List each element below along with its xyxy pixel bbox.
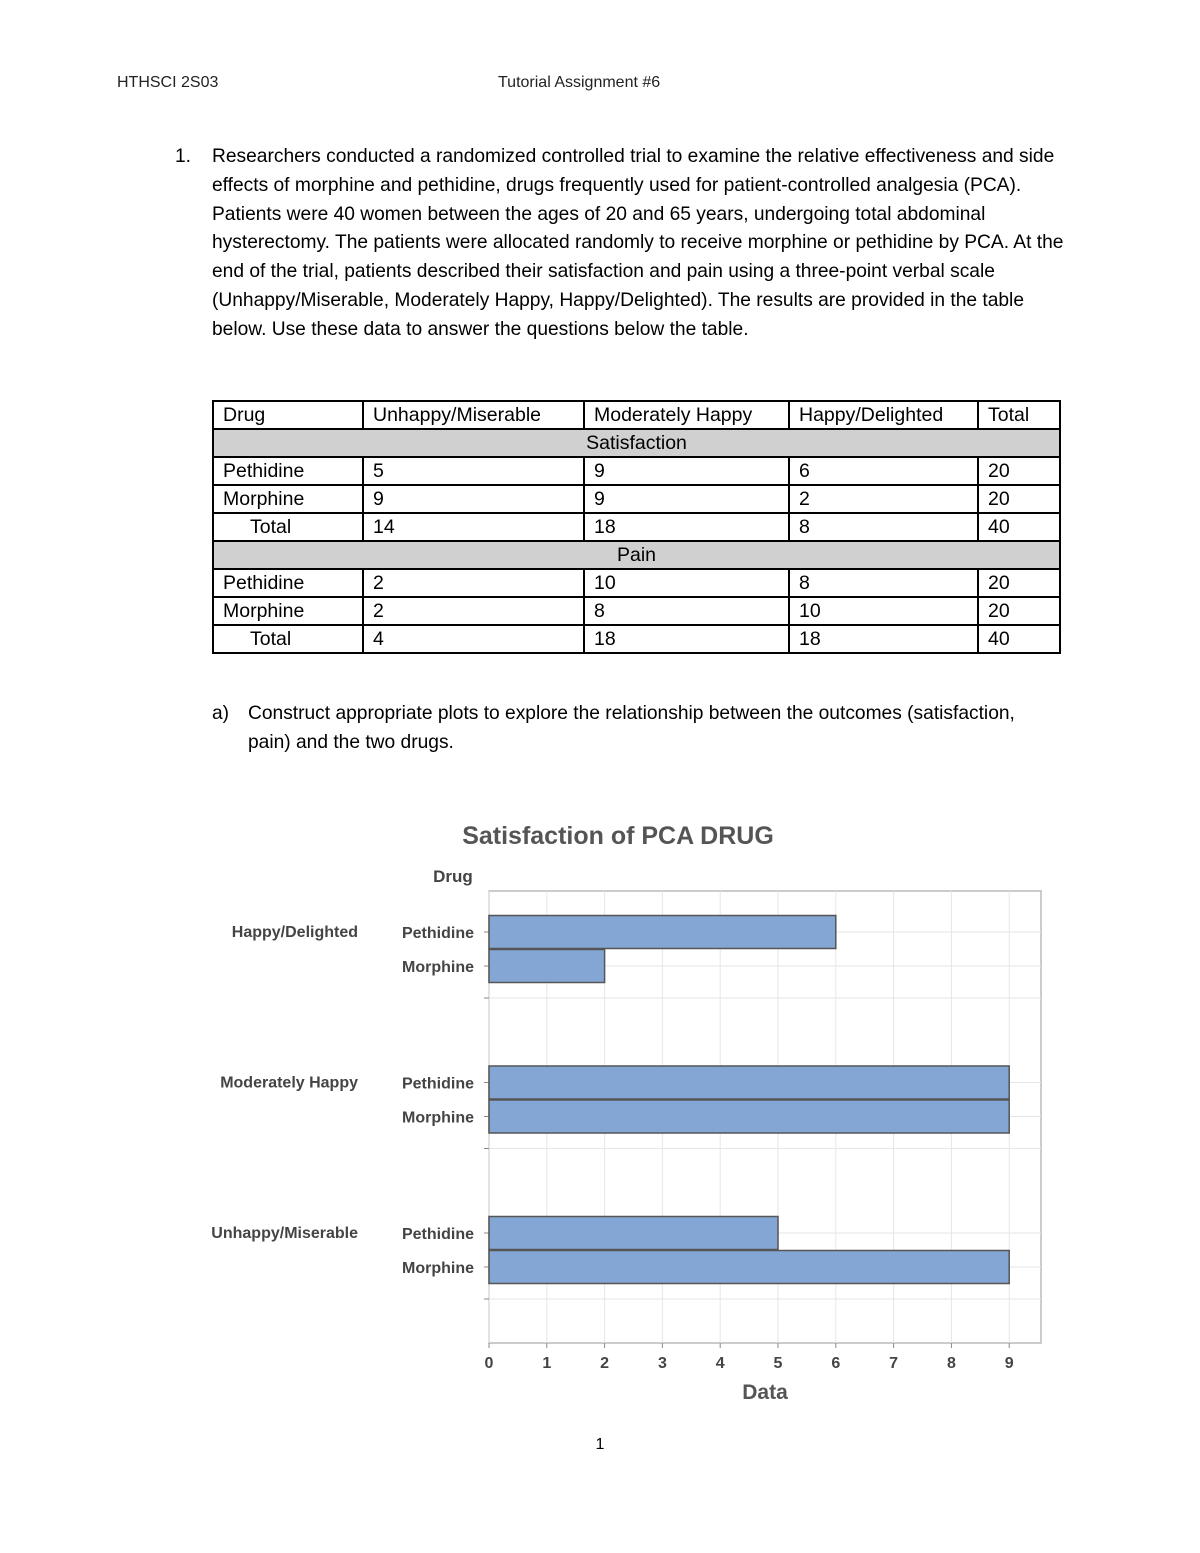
table-cell: 8 xyxy=(789,513,978,541)
table-cell: 8 xyxy=(789,569,978,597)
table-header-row xyxy=(213,401,1060,429)
x-tick-label: 6 xyxy=(831,1355,841,1372)
row-label: Morphine xyxy=(213,597,363,625)
row-label: Pethidine xyxy=(213,457,363,485)
table-cell: 40 xyxy=(978,625,1060,653)
table-cell: 9 xyxy=(584,485,789,513)
column-header: Moderately Happy xyxy=(584,401,789,429)
table-cell: 20 xyxy=(978,569,1060,597)
column-header: Total xyxy=(978,401,1060,429)
bar-pethidine xyxy=(489,916,836,949)
table-row xyxy=(213,597,1060,625)
chart-title: Satisfaction of PCA DRUG xyxy=(462,822,774,850)
header-course: HTHSCI 2S03 xyxy=(117,74,219,91)
x-tick-label: 8 xyxy=(946,1355,956,1372)
table-cell: 8 xyxy=(584,597,789,625)
y-axis-title: Drug xyxy=(433,867,473,886)
table-row xyxy=(213,457,1060,485)
results-table xyxy=(212,400,1061,654)
section-row xyxy=(213,541,1060,569)
table-cell: 2 xyxy=(363,569,584,597)
x-tick-label: 5 xyxy=(773,1355,783,1372)
table-cell: 2 xyxy=(363,597,584,625)
subquestion-label: a) xyxy=(212,703,230,724)
column-header: Drug xyxy=(213,401,363,429)
x-tick-label: 1 xyxy=(542,1355,552,1372)
category-label: Pethidine xyxy=(401,1226,474,1243)
bar-morphine xyxy=(489,950,605,983)
table-row xyxy=(213,569,1060,597)
table-cell: 5 xyxy=(363,457,584,485)
table-cell: 4 xyxy=(363,625,584,653)
x-tick-label: 7 xyxy=(889,1355,899,1372)
table-cell: 9 xyxy=(363,485,584,513)
category-label: Pethidine xyxy=(401,1075,474,1093)
row-label: Total xyxy=(213,625,363,653)
header-title: Tutorial Assignment #6 xyxy=(498,74,661,91)
bar-pethidine xyxy=(489,1066,1009,1099)
row-label: Pethidine xyxy=(213,569,363,597)
x-tick-label: 0 xyxy=(484,1355,494,1372)
x-tick-label: 9 xyxy=(1004,1355,1014,1372)
table-cell: 18 xyxy=(584,625,789,653)
page-number: 1 xyxy=(595,1436,605,1453)
section-title: Satisfaction xyxy=(213,429,1060,457)
question-text: Researchers conducted a randomized controlled trial to examine the relative effectiveness and side effects of morphine and pethidine, drugs frequently used for patient-controlled analgesia (PCA). Patients were 40 women between the ages of 20 and 65 years, undergoing total abdominal hysterectomy. The patients were allocated randomly to receive morphine or pethidine by PCA. At the end of the trial, patients described their satisfaction and pain using a three-point verbal scale (Unhappy/Miserable, Moderately Happy, Happy/Delighted). The results are provided in the table below. Use these data to answer the questions below the table. xyxy=(212,146,1064,340)
table-cell: 18 xyxy=(789,625,978,653)
x-tick-label: 4 xyxy=(715,1355,725,1372)
table-cell: 20 xyxy=(978,597,1060,625)
table-cell: 14 xyxy=(363,513,584,541)
table-cell: 20 xyxy=(978,457,1060,485)
table-cell: 20 xyxy=(978,485,1060,513)
column-header: Happy/Delighted xyxy=(789,401,978,429)
subquestion-text: Construct appropriate plots to explore the relationship between the outcomes (satisfaction, pain) and the two drugs. xyxy=(248,703,1015,753)
table-cell: 10 xyxy=(789,597,978,625)
x-axis-title: Data xyxy=(742,1381,788,1404)
category-label: Morphine xyxy=(402,1109,474,1127)
row-label: Morphine xyxy=(213,485,363,513)
x-tick-label: 3 xyxy=(657,1355,667,1372)
table-cell: 2 xyxy=(789,485,978,513)
table-cell: 40 xyxy=(978,513,1060,541)
bar-pethidine xyxy=(489,1217,778,1250)
table-cell: 6 xyxy=(789,457,978,485)
table-row xyxy=(213,625,1060,653)
column-header: Unhappy/Miserable xyxy=(363,401,584,429)
question-number: 1. xyxy=(175,146,192,167)
category-label: Morphine xyxy=(402,959,474,976)
table-cell: 18 xyxy=(584,513,789,541)
table-row xyxy=(213,513,1060,541)
group-label: Happy/Delighted xyxy=(231,924,358,941)
x-tick-label: 2 xyxy=(600,1355,610,1372)
group-label: Unhappy/Miserable xyxy=(211,1225,358,1242)
section-row xyxy=(213,429,1060,457)
bar-morphine xyxy=(489,1251,1009,1284)
table-row xyxy=(213,485,1060,513)
category-label: Pethidine xyxy=(401,925,474,942)
row-label: Total xyxy=(213,513,363,541)
satisfaction-bar-chart xyxy=(180,810,1060,1410)
section-title: Pain xyxy=(213,541,1060,569)
table-cell: 10 xyxy=(584,569,789,597)
table-cell: 9 xyxy=(584,457,789,485)
group-label: Moderately Happy xyxy=(220,1074,358,1092)
category-label: Morphine xyxy=(402,1260,474,1277)
bar-morphine xyxy=(489,1100,1009,1133)
